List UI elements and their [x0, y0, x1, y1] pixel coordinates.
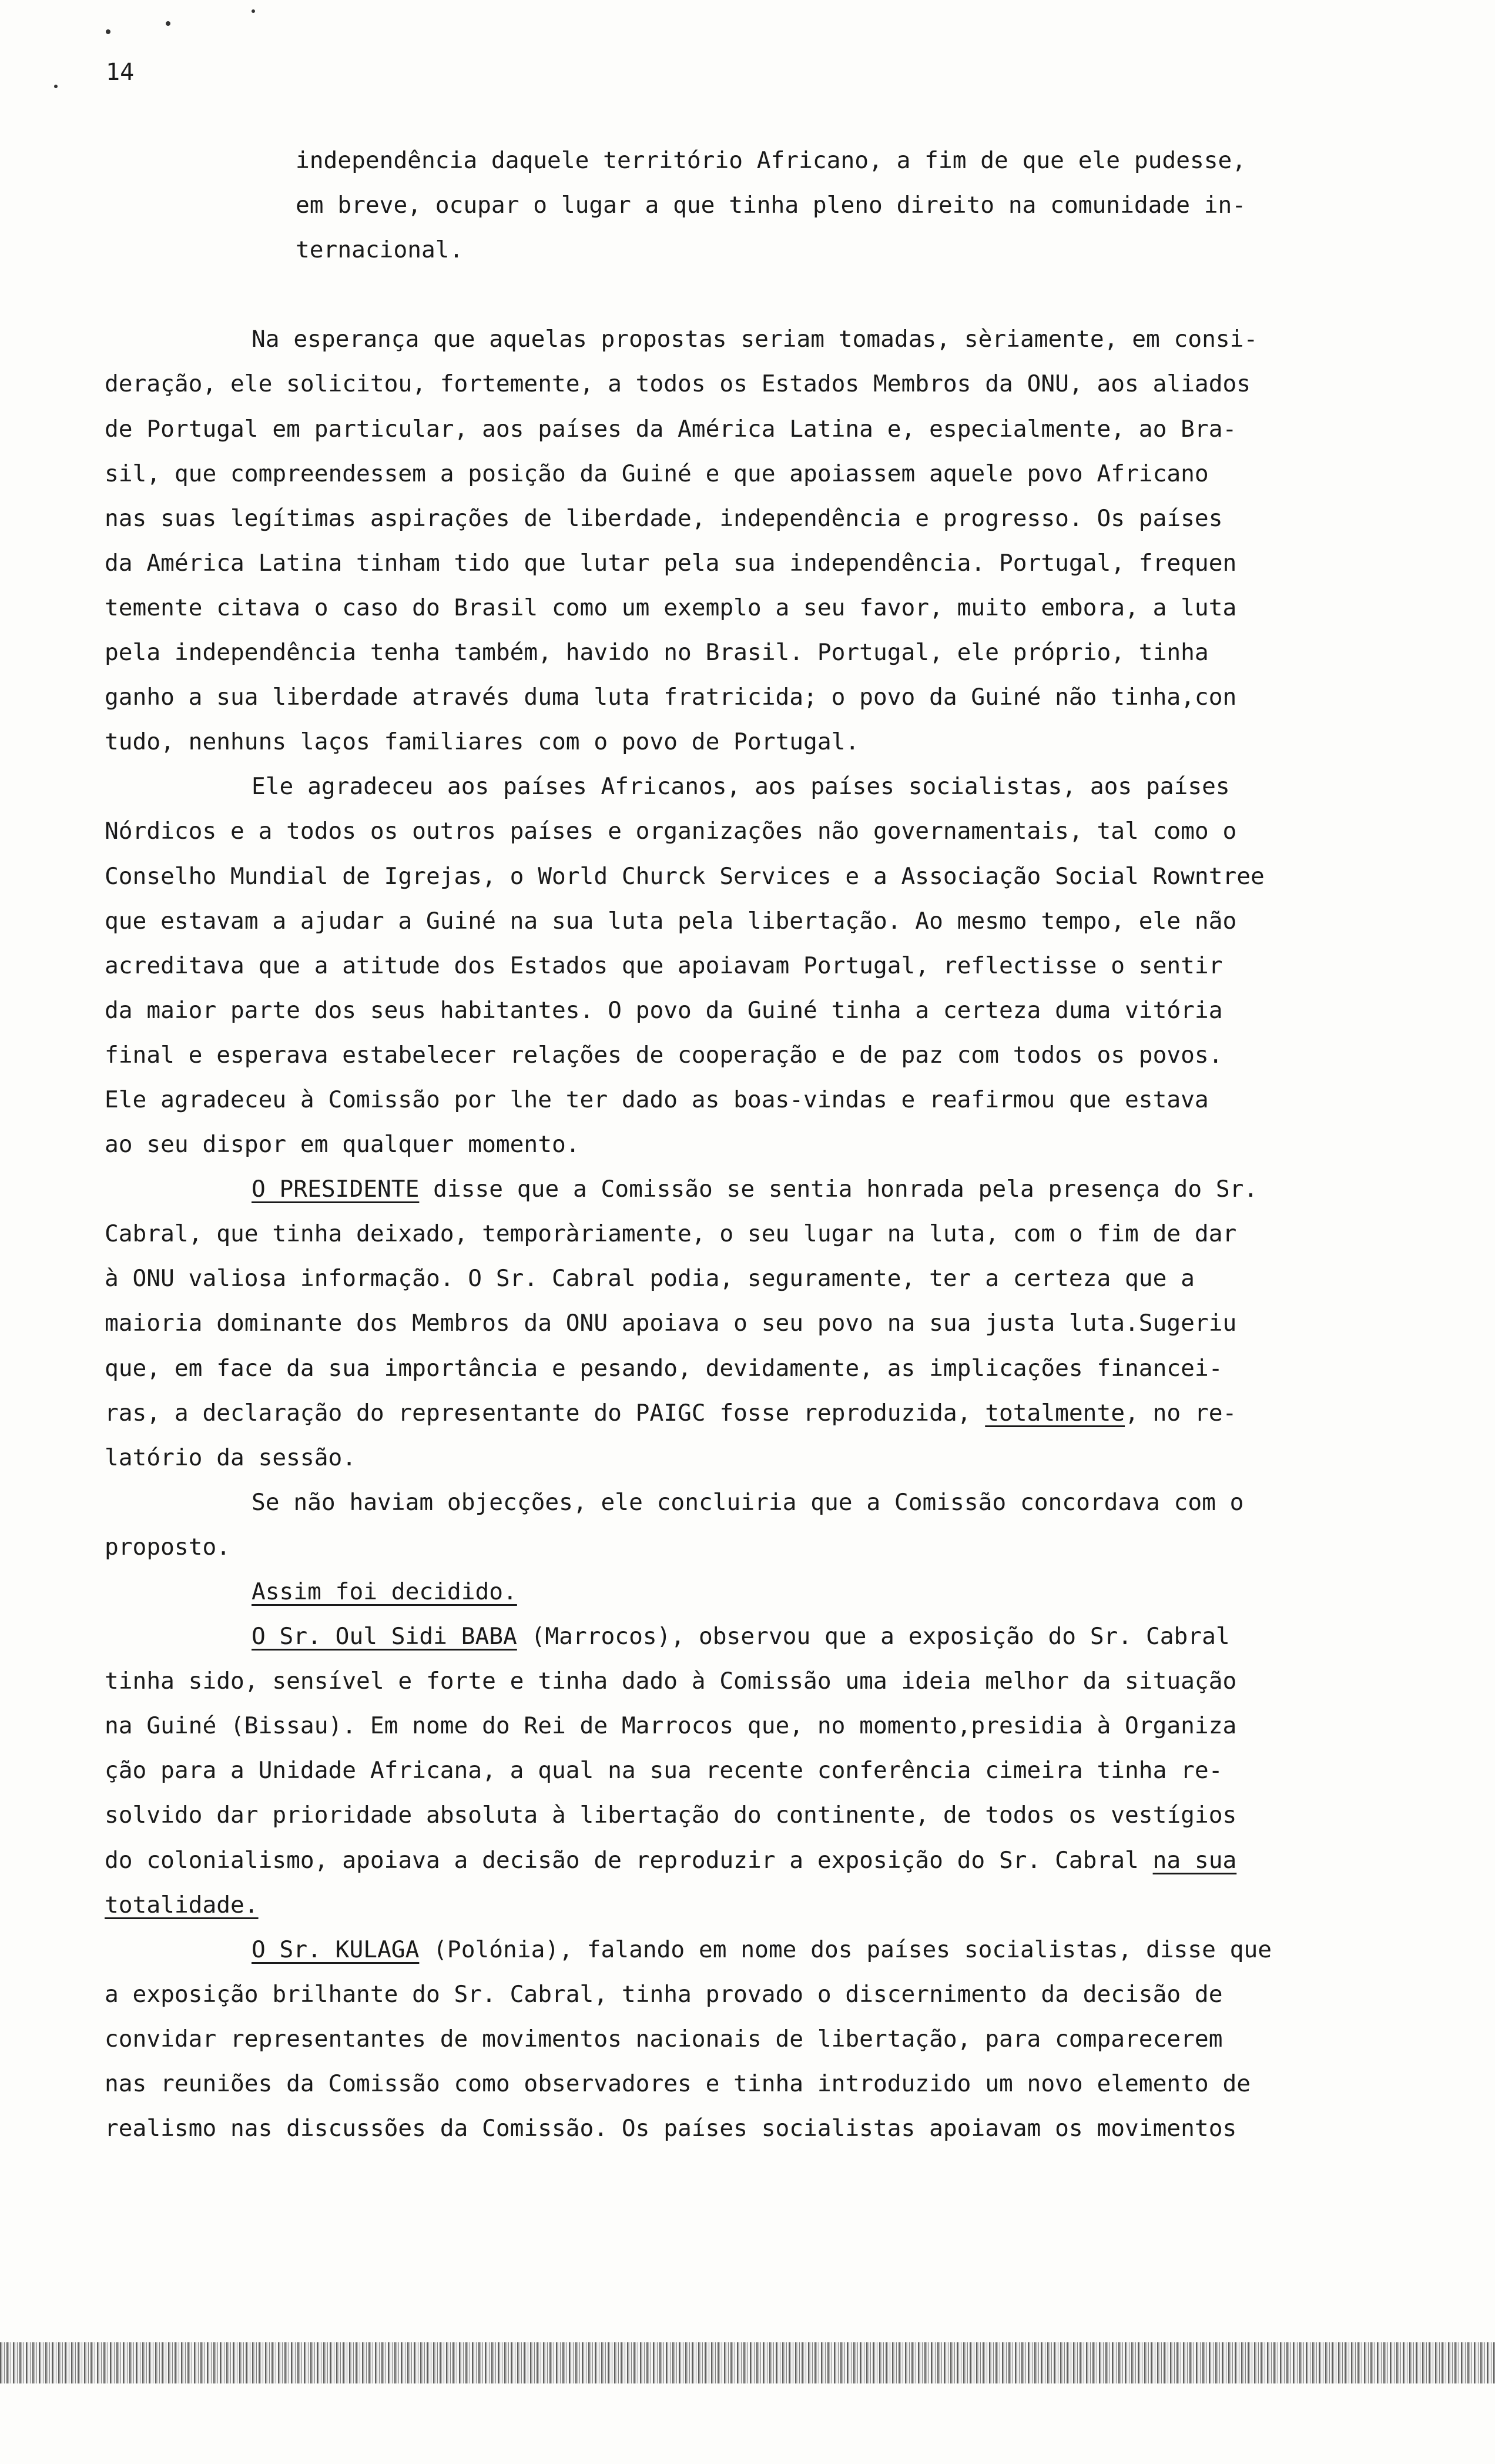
text-segment: deração, ele solicitou, fortemente, a todos os Estados Membros da ONU, aos aliados: [105, 370, 1251, 398]
text-segment: convidar representantes de movimentos nacionais de libertação, para comparecerem: [105, 2025, 1223, 2053]
scan-speck: [166, 21, 170, 26]
text-segment: na Guiné (Bissau). Em nome do Rei de Marrocos que, no momento,presidia à Organiza: [105, 1712, 1237, 1740]
text-segment: sil, que compreendessem a posição da Guiné e que apoiassem aquele povo Africano: [105, 460, 1209, 487]
text-segment: solvido dar prioridade absoluta à libertação do continente, de todos os vestígios: [105, 1802, 1237, 1829]
text-line: [105, 1569, 1407, 1614]
text-line: [105, 1391, 1407, 1435]
text-line: [105, 899, 1407, 943]
text-line: [105, 719, 1407, 764]
text-segment: nas reuniões da Comissão como observadores e tinha introduzido um novo elemento de: [105, 2070, 1251, 2098]
text-segment: em breve, ocupar o lugar a que tinha pleno direito na comunidade in-: [296, 192, 1246, 219]
text-segment: ção para a Unidade Africana, a qual na sua recente conferência cimeira tinha re-: [105, 1757, 1223, 1785]
text-segment: latório da sessão.: [105, 1444, 357, 1471]
text-line: [105, 1033, 1407, 1077]
text-segment: Ele agradeceu à Comissão por lhe ter dado as boas-vindas e reafirmou que estava: [105, 1086, 1209, 1113]
text-line: [105, 1435, 1407, 1480]
text-line: [105, 585, 1407, 630]
text-segment: ternacional.: [296, 236, 464, 264]
text-line: [105, 1927, 1407, 1972]
text-segment: ras, a declaração do representante do PAIGC fosse reproduzida,: [105, 1399, 986, 1427]
text-segment: (Polónia), falando em nome dos países socialistas, disse que: [419, 1936, 1272, 1963]
text-line: [105, 496, 1407, 541]
underlined-text: totalmente: [985, 1399, 1125, 1427]
text-segment: (Marrocos), observou que a exposição do Sr. Cabral: [517, 1623, 1230, 1651]
text-segment: tudo, nenhuns laços familiares com o povo de Portugal.: [105, 728, 860, 756]
underlined-text: O Sr. Oul Sidi BABA: [252, 1623, 517, 1651]
text-segment: que, em face da sua importância e pesando, devidamente, as implicações financei-: [105, 1354, 1223, 1382]
text-segment: , no re-: [1125, 1399, 1237, 1427]
text-line: [105, 1659, 1407, 1703]
text-segment: disse que a Comissão se sentia honrada pela presença do Sr.: [419, 1176, 1258, 1203]
text-line: [105, 183, 1407, 227]
text-segment: tinha sido, sensível e forte e tinha dado à Comissão uma ideia melhor da situação: [105, 1668, 1237, 1695]
text-segment: final e esperava estabelecer relações de cooperação e de paz com todos os povos.: [105, 1041, 1223, 1069]
text-line: [105, 1256, 1407, 1301]
text-line: [105, 1346, 1407, 1391]
page-number: 14: [106, 59, 135, 86]
text-segment: realismo nas discussões da Comissão. Os países socialistas apoiavam os movimentos: [105, 2115, 1237, 2142]
text-segment: Conselho Mundial de Igrejas, o World Churck Services e a Associação Social Rowntree: [105, 862, 1265, 890]
text-line: [105, 764, 1407, 809]
text-line: [105, 1077, 1407, 1122]
text-segment: Cabral, que tinha deixado, temporàriamente, o seu lugar na luta, com o fim de dar: [105, 1220, 1237, 1248]
underlined-text: totalidade.: [105, 1891, 259, 1919]
text-line: [105, 1614, 1407, 1659]
underlined-text: Assim foi decidido.: [252, 1578, 517, 1605]
text-line: [105, 272, 1407, 317]
text-line: [105, 809, 1407, 853]
text-line: [105, 2106, 1407, 2151]
text-line: [105, 138, 1407, 183]
text-segment: do colonialismo, apoiava a decisão de reproduzir a exposição do Sr. Cabral: [105, 1846, 1153, 1874]
text-segment: nas suas legítimas aspirações de liberdade, independência e progresso. Os países: [105, 504, 1223, 532]
text-line: [105, 407, 1407, 451]
text-segment: à ONU valiosa informação. O Sr. Cabral podia, seguramente, ter a certeza que a: [105, 1265, 1195, 1293]
text-line: [105, 1703, 1407, 1748]
scan-speck: [252, 9, 255, 13]
text-segment: da maior parte dos seus habitantes. O povo da Guiné tinha a certeza duma vitória: [105, 996, 1223, 1024]
text-line: [105, 1525, 1407, 1569]
underlined-text: O Sr. KULAGA: [252, 1936, 420, 1963]
scan-speck: [106, 29, 110, 34]
text-segment: pela independência tenha também, havido no Brasil. Portugal, ele próprio, tinha: [105, 639, 1209, 667]
text-segment: temente citava o caso do Brasil como um exemplo a seu favor, muito embora, a luta: [105, 594, 1237, 621]
text-segment: Se não haviam objecções, ele concluiria que a Comissão concordava com o: [252, 1488, 1244, 1516]
text-line: [105, 988, 1407, 1033]
text-segment: Na esperança que aquelas propostas seriam tomadas, sèriamente, em consi-: [252, 326, 1258, 353]
text-segment: maioria dominante dos Membros da ONU apoiava o seu povo na sua justa luta.Sugeriu: [105, 1310, 1237, 1337]
text-line: [105, 630, 1407, 675]
text-line: [105, 317, 1407, 361]
text-line: [105, 1793, 1407, 1837]
underlined-text: O PRESIDENTE: [252, 1176, 420, 1203]
text-line: [105, 2061, 1407, 2106]
text-line: [105, 227, 1407, 272]
text-line: [105, 1301, 1407, 1345]
text-segment: que estavam a ajudar a Guiné na sua luta pela libertação. Ao mesmo tempo, ele não: [105, 907, 1237, 935]
text-line: [105, 2017, 1407, 2061]
text-line: [105, 1211, 1407, 1256]
text-segment: Nórdicos e a todos os outros países e organizações não governamentais, tal como o: [105, 818, 1237, 845]
text-line: [105, 541, 1407, 585]
text-line: [105, 1167, 1407, 1211]
text-segment: da América Latina tinham tido que lutar pela sua independência. Portugal, frequen: [105, 549, 1237, 577]
text-segment: Ele agradeceu aos países Africanos, aos países socialistas, aos países: [252, 773, 1230, 801]
text-line: [105, 1972, 1407, 2017]
text-line: [105, 1480, 1407, 1525]
text-segment: ao seu dispor em qualquer momento.: [105, 1131, 580, 1159]
text-segment: proposto.: [105, 1533, 231, 1561]
text-line: [105, 943, 1407, 988]
text-segment: independência daquele território Africano, a fim de que ele pudesse,: [296, 147, 1246, 174]
text-line: [105, 1748, 1407, 1793]
underlined-text: na sua: [1152, 1846, 1237, 1874]
text-line: [105, 854, 1407, 899]
text-segment: de Portugal em particular, aos países da América Latina e, especialmente, ao Bra-: [105, 415, 1237, 443]
scan-speck: [54, 85, 58, 88]
text-line: [105, 361, 1407, 406]
text-segment: ganho a sua liberdade através duma luta fratricida; o povo da Guiné não tinha,con: [105, 684, 1237, 711]
text-line: [105, 451, 1407, 496]
text-line: [105, 1883, 1407, 1927]
scan-artifact-strip: [0, 2342, 1495, 2383]
text-line: [105, 675, 1407, 719]
text-line: [105, 1838, 1407, 1883]
text-segment: a exposição brilhante do Sr. Cabral, tinha provado o discernimento da decisão de: [105, 1980, 1223, 2008]
document-body: [105, 138, 1407, 2151]
text-segment: acreditava que a atitude dos Estados que apoiavam Portugal, reflectisse o sentir: [105, 952, 1223, 979]
text-line: [105, 1122, 1407, 1167]
